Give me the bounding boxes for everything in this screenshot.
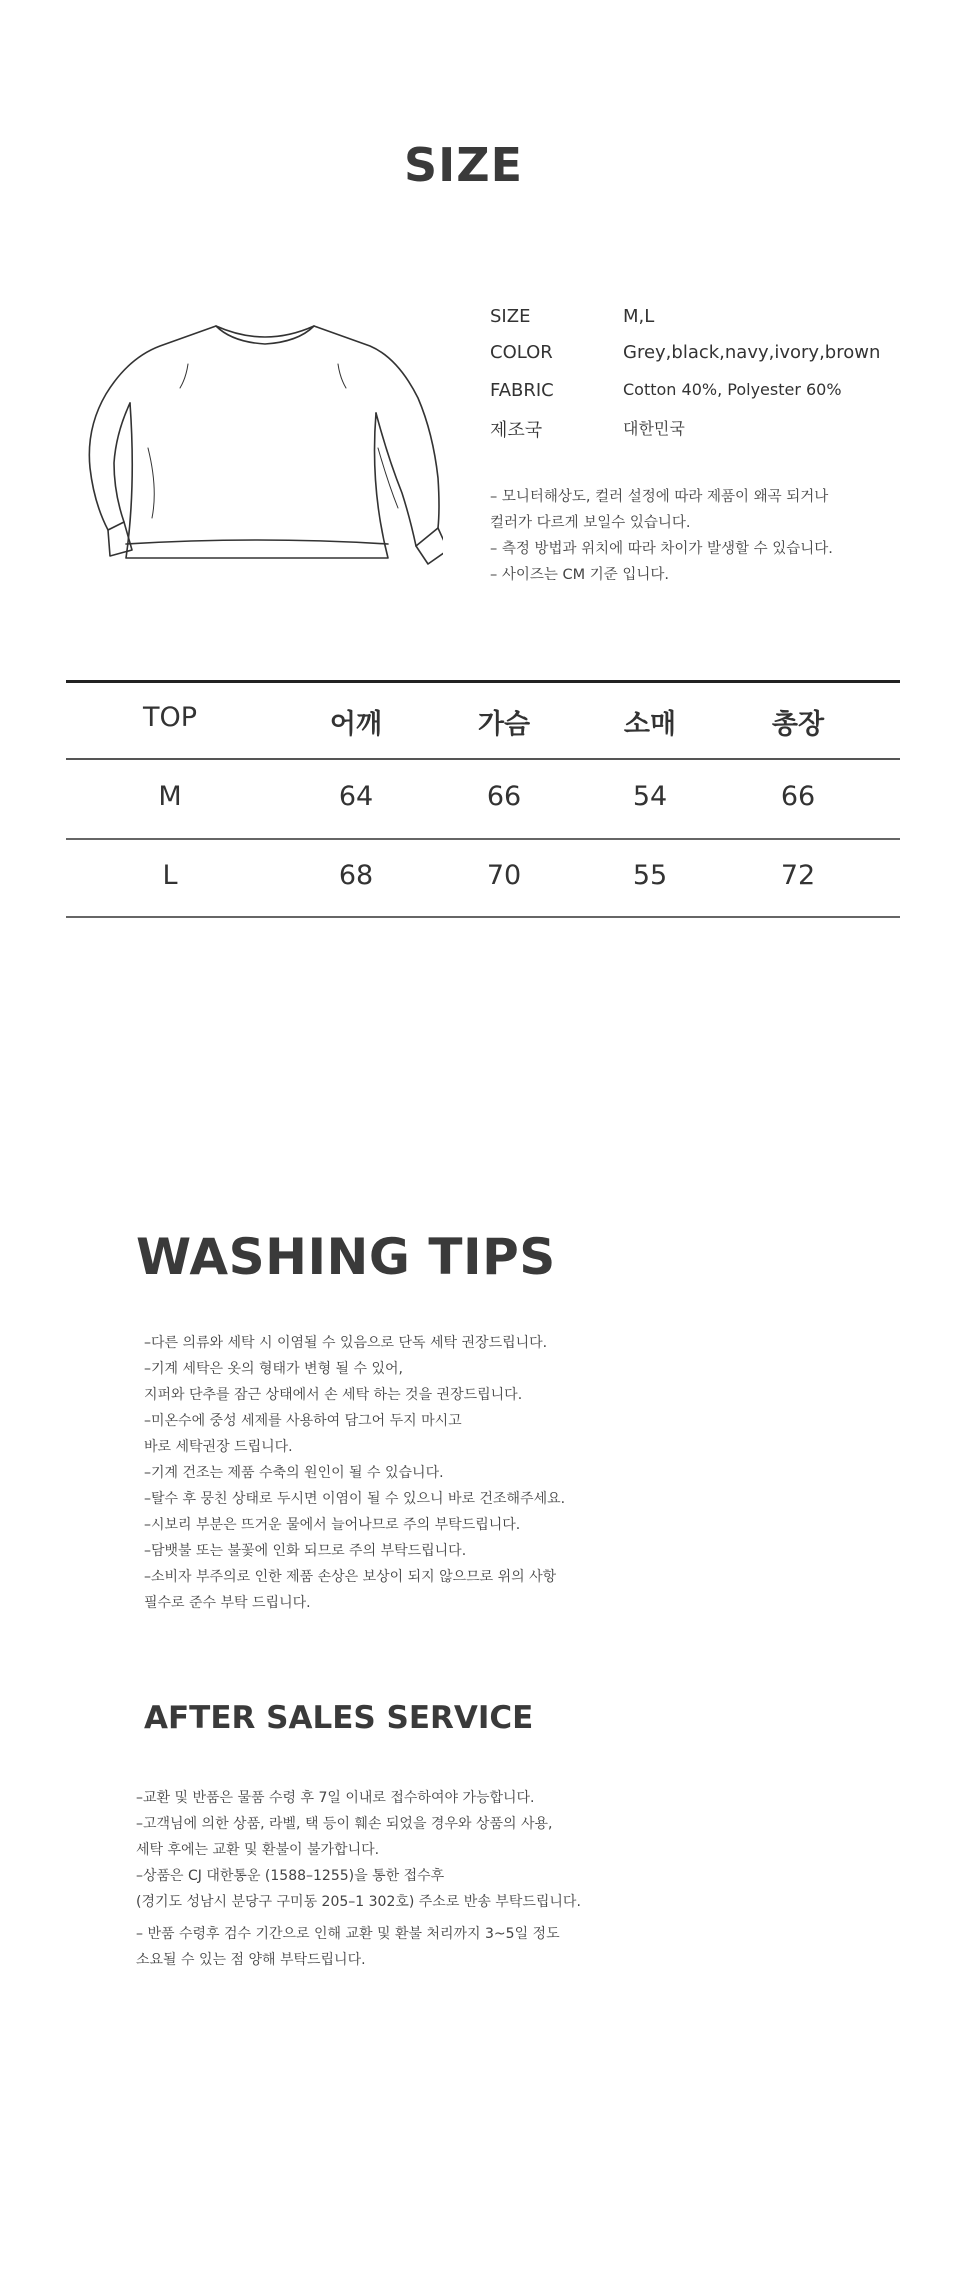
spec-label: COLOR — [490, 342, 553, 363]
after-sales-title: AFTER SALES SERVICE — [144, 1700, 534, 1736]
washing-tips-title: WASHING TIPS — [136, 1228, 556, 1286]
table-header-cell: 가슴 — [477, 709, 531, 740]
table-cell: L — [162, 860, 178, 891]
note-line: 컬러가 다르게 보일수 있습니다. — [490, 515, 691, 531]
after-sales-line: –고객님에 의한 상품, 라벨, 택 등이 훼손 되었을 경우와 상품의 사용, — [136, 1816, 553, 1832]
washing-tips-list — [144, 1330, 565, 1616]
after-sales-line: –상품은 CJ 대한통운 (1588–1255)을 통한 접수후 — [136, 1868, 445, 1884]
washing-line: 필수로 준수 부탁 드립니다. — [144, 1595, 311, 1611]
after-sales-line: (경기도 성남시 분당구 구미동 205–1 302호) 주소로 반송 부탁드립니다. — [136, 1894, 581, 1910]
after-sales-line: –교환 및 반품은 물품 수령 후 7일 이내로 접수하여야 가능합니다. — [136, 1790, 535, 1806]
spec-label: SIZE — [490, 306, 531, 327]
table-cell: 66 — [486, 781, 522, 812]
washing-line: –미온수에 중성 세제를 사용하여 담그어 두지 마시고 — [144, 1413, 462, 1429]
spec-label: 제조국 — [490, 420, 543, 441]
after-sales-list — [136, 1785, 581, 1973]
table-header-rule — [66, 758, 900, 760]
washing-line: –다른 의류와 세탁 시 이염될 수 있음으로 단독 세탁 권장드립니다. — [144, 1335, 548, 1351]
table-cell: 68 — [338, 860, 374, 891]
spec-label: FABRIC — [490, 380, 554, 401]
table-bottom-rule — [66, 916, 900, 918]
table-cell: 66 — [780, 781, 816, 812]
table-cell: 54 — [632, 781, 668, 812]
spec-value: Grey,black,navy,ivory,brown — [623, 342, 881, 363]
after-sales-line: 세탁 후에는 교환 및 환불이 불가합니다. — [136, 1842, 380, 1858]
table-cell: 64 — [338, 781, 374, 812]
washing-line: 바로 세탁권장 드립니다. — [144, 1439, 293, 1455]
spec-value: Cotton 40%, Polyester 60% — [623, 380, 842, 399]
washing-line: –소비자 부주의로 인한 제품 손상은 보상이 되지 않으므로 위의 사항 — [144, 1569, 557, 1585]
table-header-cell: TOP — [142, 702, 198, 733]
after-sales-line: – 반품 수령후 검수 기간으로 인해 교환 및 환불 처리까지 3~5일 정도 — [136, 1926, 560, 1942]
table-cell: 72 — [780, 860, 816, 891]
washing-line: –담뱃불 또는 불꽃에 인화 되므로 주의 부탁드립니다. — [144, 1543, 467, 1559]
washing-line: 지퍼와 단추를 잠근 상태에서 손 세탁 하는 것을 권장드립니다. — [144, 1387, 523, 1403]
size-notes — [490, 484, 910, 588]
washing-line: –시보리 부분은 뜨거운 물에서 늘어나므로 주의 부탁드립니다. — [144, 1517, 521, 1533]
table-cell: 55 — [632, 860, 668, 891]
washing-line: –기계 건조는 제품 수축의 원인이 될 수 있습니다. — [144, 1465, 444, 1481]
table-cell: M — [158, 781, 182, 812]
table-header-cell: 어깨 — [329, 709, 383, 740]
note-line: – 모니터해상도, 컬러 설정에 따라 제품이 왜곡 되거나 — [490, 489, 829, 505]
spec-value: 대한민국 — [623, 419, 685, 438]
table-cell: 70 — [486, 860, 522, 891]
table-header-cell: 총장 — [771, 709, 825, 740]
table-row-rule — [66, 838, 900, 840]
sweatshirt-illustration — [88, 318, 443, 573]
note-line: – 측정 방법과 위치에 따라 차이가 발생할 수 있습니다. — [490, 541, 833, 557]
spec-value: M,L — [623, 306, 655, 327]
note-line: – 사이즈는 CM 기준 입니다. — [490, 567, 669, 583]
after-sales-line: 소요될 수 있는 점 양해 부탁드립니다. — [136, 1952, 366, 1968]
table-top-rule — [66, 680, 900, 683]
size-title: SIZE — [403, 138, 524, 192]
washing-line: –기계 세탁은 옷의 형태가 변형 될 수 있어, — [144, 1361, 403, 1377]
washing-line: –탈수 후 뭉친 상태로 두시면 이염이 될 수 있으니 바로 건조해주세요. — [144, 1491, 566, 1507]
table-header-cell: 소매 — [623, 709, 677, 740]
